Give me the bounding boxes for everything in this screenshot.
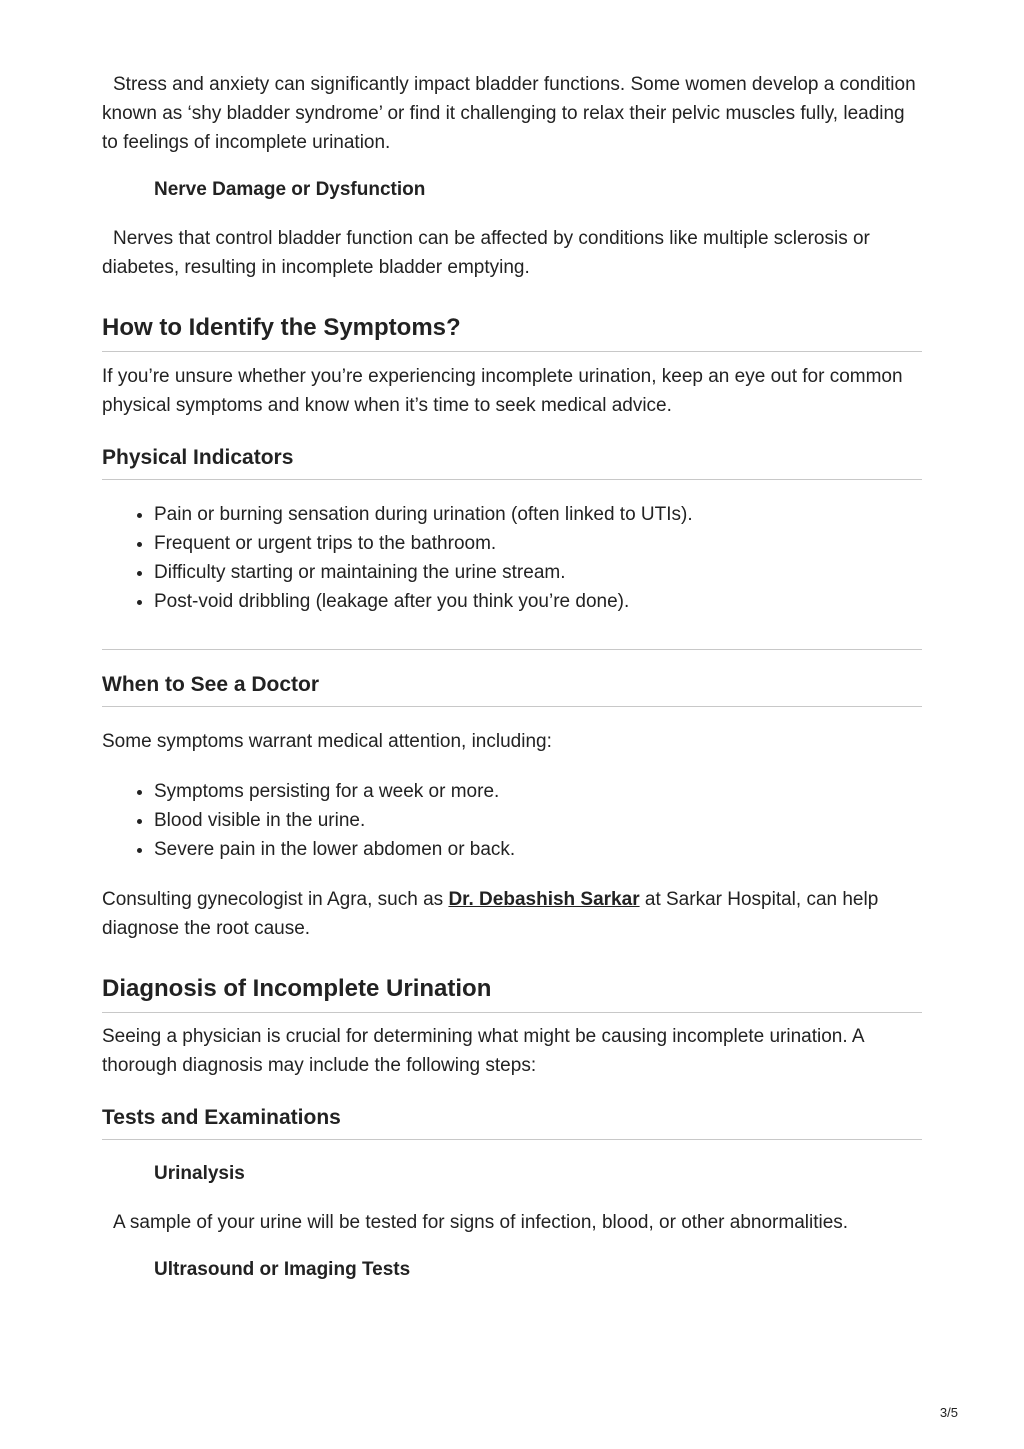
doctor-link[interactable]: Dr. Debashish Sarkar [448, 889, 640, 910]
consult-paragraph [102, 885, 922, 943]
doctor-heading: When to See a Doctor [102, 671, 922, 707]
consult-text-after: at Sarkar Hospital, can help diagnose the root cause. [102, 889, 879, 939]
page-number: 3/5 [939, 1405, 958, 1420]
urinalysis-paragraph: A sample of your urine will be tested for signs of infection, blood, or other abnormalities. [113, 1212, 849, 1233]
diagnosis-heading: Diagnosis of Incomplete Urination [102, 973, 922, 1013]
identify-paragraph: If you’re unsure whether you’re experiencing incomplete urination, keep an eye out for common physical symptoms and know when it’s time to seek medical advice. [102, 366, 903, 416]
imaging-heading: Ultrasound or Imaging Tests [154, 1259, 411, 1280]
stress-paragraph: Stress and anxiety can significantly impact bladder functions. Some women develop a condition known as ‘shy bladder syndrome’ or find it challenging to relax their pelvic muscles fully, leading to feelings of incomplete urination. [102, 74, 916, 153]
nerve-paragraph: Nerves that control bladder function can be affected by conditions like multiple sclerosis or diabetes, resulting in incomplete bladder emptying. [102, 228, 870, 278]
list-item: • Difficulty starting or maintaining the urine stream. [154, 558, 922, 587]
list-item: • Post-void dribbling (leakage after you think you’re done). [154, 587, 922, 616]
physical-list [102, 500, 922, 616]
list-item: • Blood visible in the urine. [154, 806, 922, 835]
doctor-list [102, 777, 922, 864]
identify-heading: How to Identify the Symptoms? [102, 312, 922, 352]
consult-text-before: Consulting gynecologist in Agra, such as [102, 889, 449, 910]
list-item: • Pain or burning sensation during urination (often linked to UTIs). [154, 500, 922, 529]
list-item: • Severe pain in the lower abdomen or back. [154, 835, 922, 864]
list-item: • Symptoms persisting for a week or more. [154, 777, 922, 806]
urinalysis-heading: Urinalysis [154, 1163, 245, 1184]
doctor-intro: Some symptoms warrant medical attention, including: [102, 731, 552, 752]
divider [102, 649, 922, 650]
nerve-heading: Nerve Damage or Dysfunction [154, 179, 426, 200]
physical-heading: Physical Indicators [102, 444, 922, 480]
list-item: • Frequent or urgent trips to the bathroom. [154, 529, 922, 558]
tests-heading: Tests and Examinations [102, 1104, 922, 1140]
document-body [102, 70, 922, 1283]
diagnosis-paragraph: Seeing a physician is crucial for determining what might be causing incomplete urination. A thorough diagnosis may include the following steps: [102, 1026, 864, 1076]
